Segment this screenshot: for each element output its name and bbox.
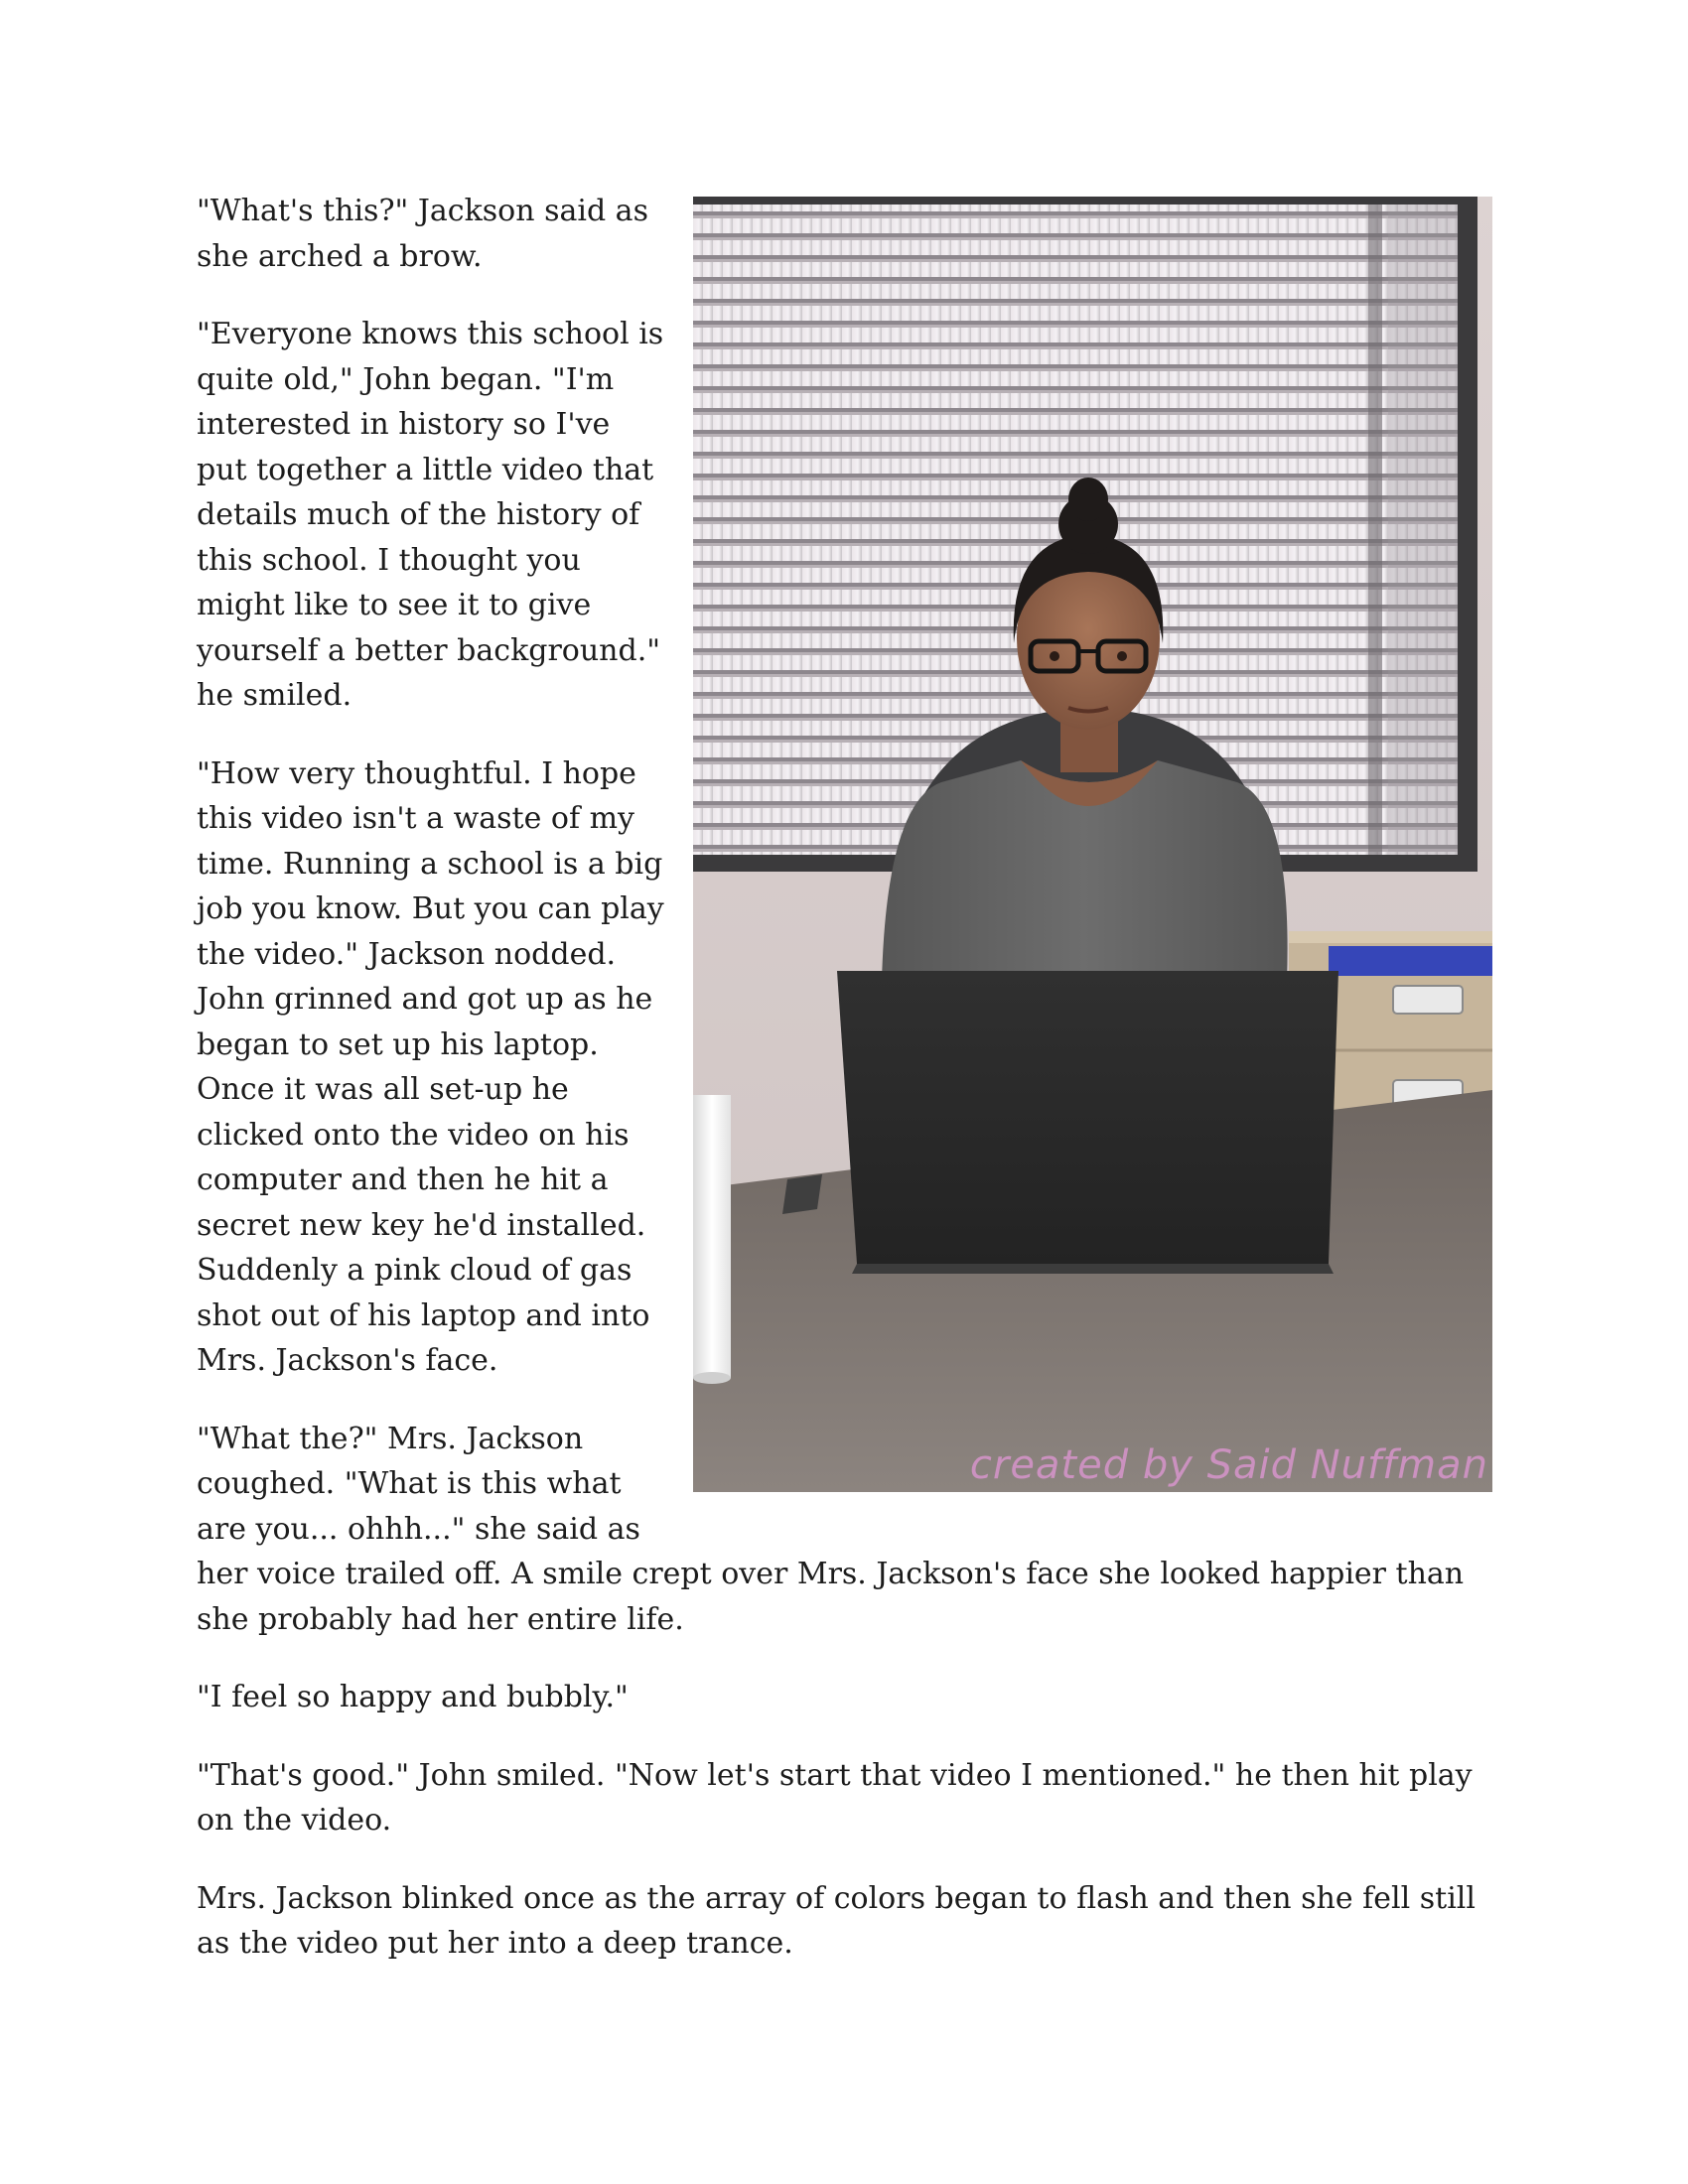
story-paragraph: Mrs. Jackson blinked once as the array of colors began to flash and then she fell still as the video put her into a deep trance. (197, 1880, 1476, 1961)
story-illustration (693, 197, 1492, 1492)
story-paragraph: "That's good." John smiled. "Now let's start that video I mentioned." he then hit play on the video. (197, 1757, 1473, 1838)
story-paragraph: "I feel so happy and bubbly." (197, 1680, 629, 1714)
story-paragraph: "What's this?" Jackson said as she arched a brow. (197, 194, 648, 274)
illustration-watermark: created by Said Nuffman (969, 1442, 1488, 1488)
story-content (197, 189, 1492, 1999)
story-paragraph: "How very thoughtful. I hope this video isn't a waste of my time. Running a school is a big job you know. But you can play the video." Jackson nodded. John grinned and got up as he began to set up his laptop. Once it was all set-up he clicked onto the video on his computer and then he hit a secret new key he'd installed. Suddenly a pink cloud of gas shot out of his laptop and into Mrs. Jackson's face. (197, 755, 664, 1378)
story-paragraph: "Everyone knows this school is quite old," John began. "I'm interested in history so I've put together a little video that details much of the history of this school. I thought you might like to see it to give yourself a better background." he smiled. (197, 317, 664, 713)
office-scene-image (693, 197, 1492, 1492)
story-paragraph: "What the?" Mrs. Jackson coughed. "What is this what are you... ohhh..." she said as her voice trailed off. A smile crept over Mrs. Jackson's face she looked happier than she probably had her entire life. (197, 1421, 1465, 1637)
